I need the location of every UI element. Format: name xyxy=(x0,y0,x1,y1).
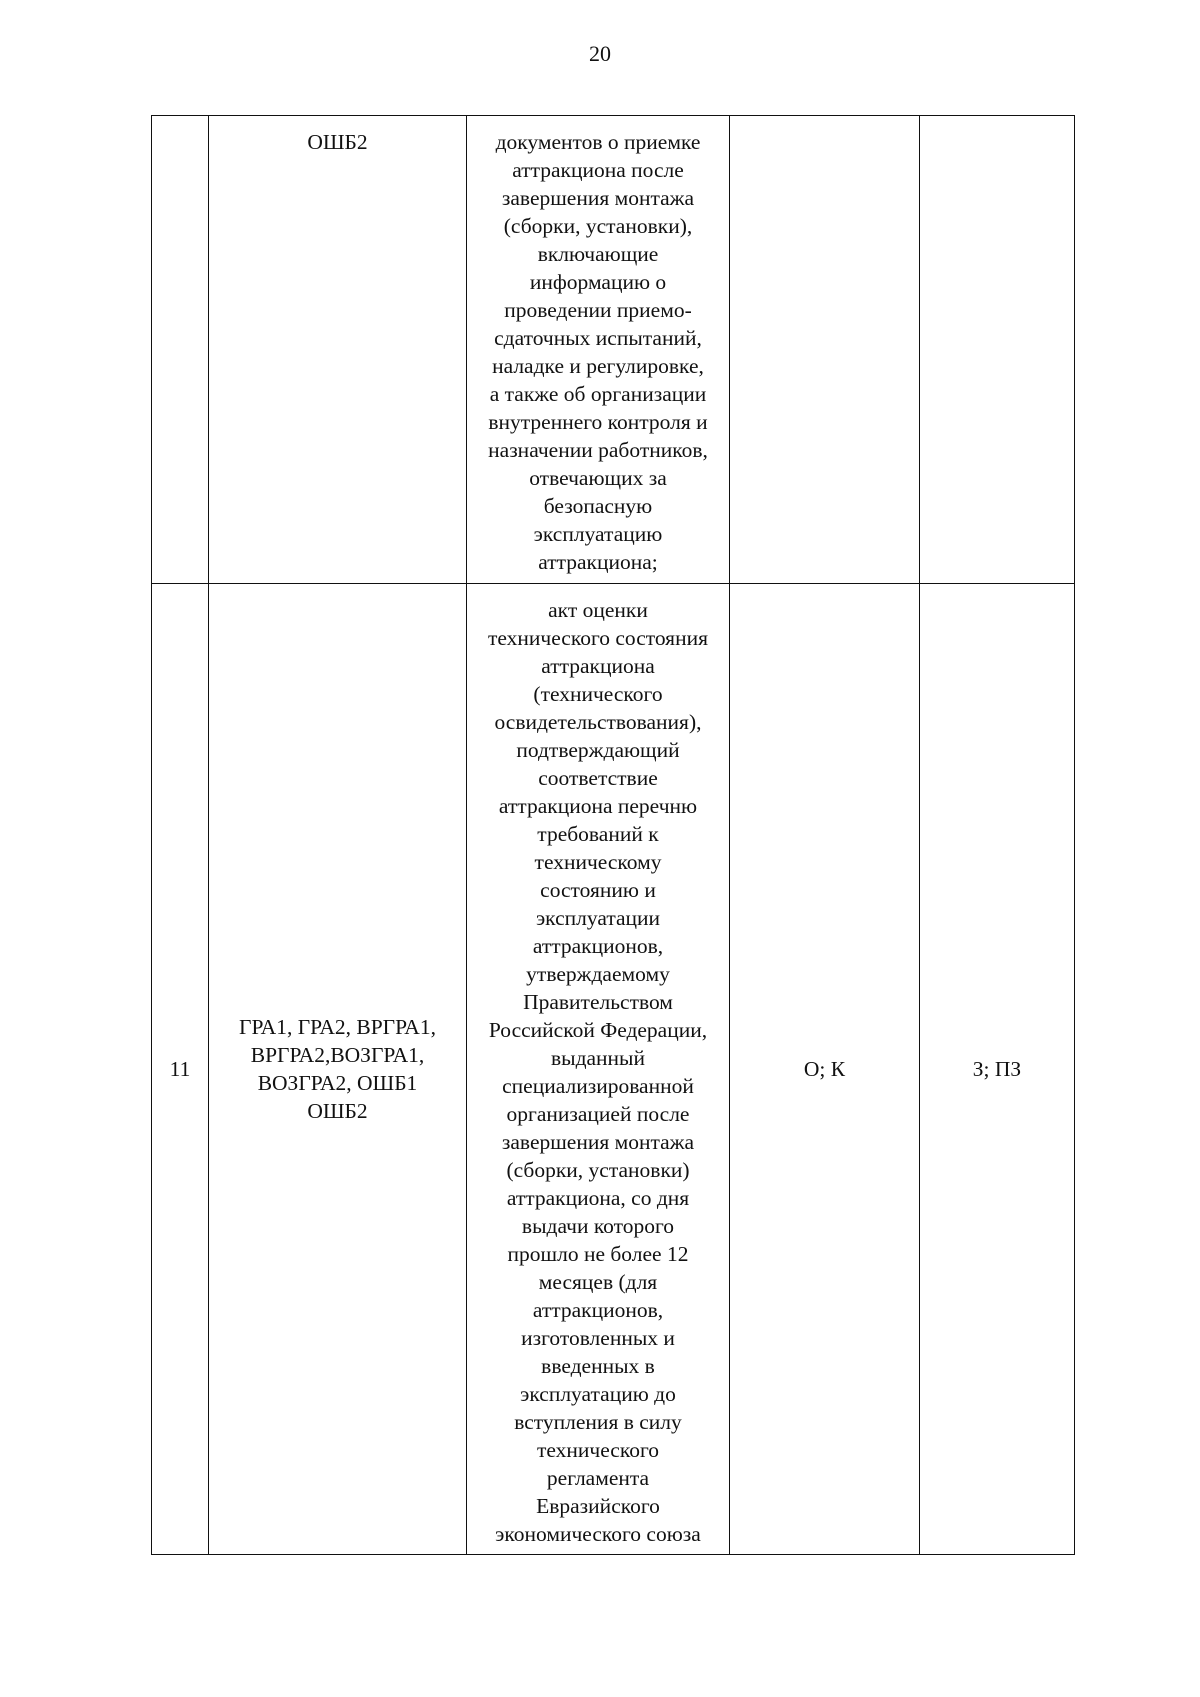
description-line: аттракциона; xyxy=(538,550,658,574)
description-line: технического xyxy=(537,1438,659,1462)
table-row xyxy=(152,584,1075,1555)
codes-cell xyxy=(209,116,467,584)
description-line: (сборки, установки) xyxy=(506,1158,690,1182)
description-line: завершения монтажа xyxy=(501,1130,695,1154)
table-row xyxy=(152,116,1075,584)
description-line: аттракционов, xyxy=(532,934,664,958)
codes-cell xyxy=(209,584,467,1555)
description-line: месяцев (для xyxy=(538,1270,658,1294)
codes-line: ОШБ2 xyxy=(307,1099,368,1123)
description-line: аттракциона, со дня xyxy=(506,1186,690,1210)
description-line: выданный xyxy=(550,1046,646,1070)
codes-line: ВОЗГРА2, ОШБ1 xyxy=(257,1071,418,1095)
description-line: акт оценки xyxy=(548,598,648,622)
description-line: изготовленных и xyxy=(521,1326,675,1350)
description-line: эксплуатацию до xyxy=(520,1382,676,1406)
description-line: соответствие xyxy=(538,766,658,790)
codes-line: ГРА1, ГРА2, ВРГРА1, xyxy=(239,1015,436,1039)
description-line: техническому xyxy=(534,850,662,874)
form-cell xyxy=(730,116,920,584)
row-number-cell xyxy=(152,116,209,584)
description-line: аттракциона xyxy=(541,654,655,678)
description-line: утверждаемому xyxy=(526,962,670,986)
description-line: проведении приемо- xyxy=(504,298,692,322)
description-line: аттракциона после xyxy=(512,158,684,182)
description-line: организацией после xyxy=(506,1102,690,1126)
description-line: аттракциона перечню xyxy=(498,794,698,818)
description-line: эксплуатации xyxy=(535,906,661,930)
description-line: требований к xyxy=(537,822,659,846)
description-line: отвечающих за xyxy=(529,466,667,490)
description-line: наладке и регулировке, xyxy=(492,354,704,378)
form-cell: О; К xyxy=(730,584,920,1555)
description-line: Российской Федерации, xyxy=(488,1018,708,1042)
description-line: регламента xyxy=(546,1466,650,1490)
method-cell: З; ПЗ xyxy=(920,584,1075,1555)
codes-line: ОШБ2 xyxy=(307,130,368,154)
description-line: вступления в силу xyxy=(514,1410,682,1434)
description-line: введенных в xyxy=(541,1354,655,1378)
description-line: прошло не более 12 xyxy=(507,1242,689,1266)
description-line: внутреннего контроля и xyxy=(488,410,708,434)
description-line: документов о приемке xyxy=(495,130,701,154)
description-line: подтверждающий xyxy=(516,738,680,762)
description-line: Евразийского xyxy=(536,1494,660,1518)
description-line: (технического xyxy=(533,682,663,706)
description-line: специализированной xyxy=(502,1074,694,1098)
description-line: информацию о xyxy=(529,270,667,294)
description-line: аттракционов, xyxy=(532,1298,664,1322)
description-line: экономического союза xyxy=(495,1522,701,1546)
method-cell xyxy=(920,116,1075,584)
description-line: выдачи которого xyxy=(521,1214,675,1238)
description-line: технического состояния xyxy=(488,626,708,650)
requirements-table xyxy=(151,115,1075,1555)
description-line: Правительством xyxy=(523,990,673,1014)
description-cell xyxy=(467,584,730,1555)
description-line: завершения монтажа xyxy=(501,186,695,210)
description-cell xyxy=(467,116,730,584)
page-number: 20 xyxy=(589,41,611,66)
codes-line: ВРГРА2,ВОЗГРА1, xyxy=(250,1043,425,1067)
description-line: (сборки, установки), xyxy=(503,214,693,238)
description-line: назначении работников, xyxy=(488,438,708,462)
description-line: сдаточных испытаний, xyxy=(494,326,702,350)
description-line: освидетельствования), xyxy=(494,710,702,734)
description-line: безопасную xyxy=(543,494,653,518)
description-line: эксплуатацию xyxy=(533,522,663,546)
description-line: включающие xyxy=(537,242,659,266)
row-number-cell: 11 xyxy=(152,584,209,1555)
description-line: а также об организации xyxy=(489,382,707,406)
description-line: состоянию и xyxy=(540,878,656,902)
